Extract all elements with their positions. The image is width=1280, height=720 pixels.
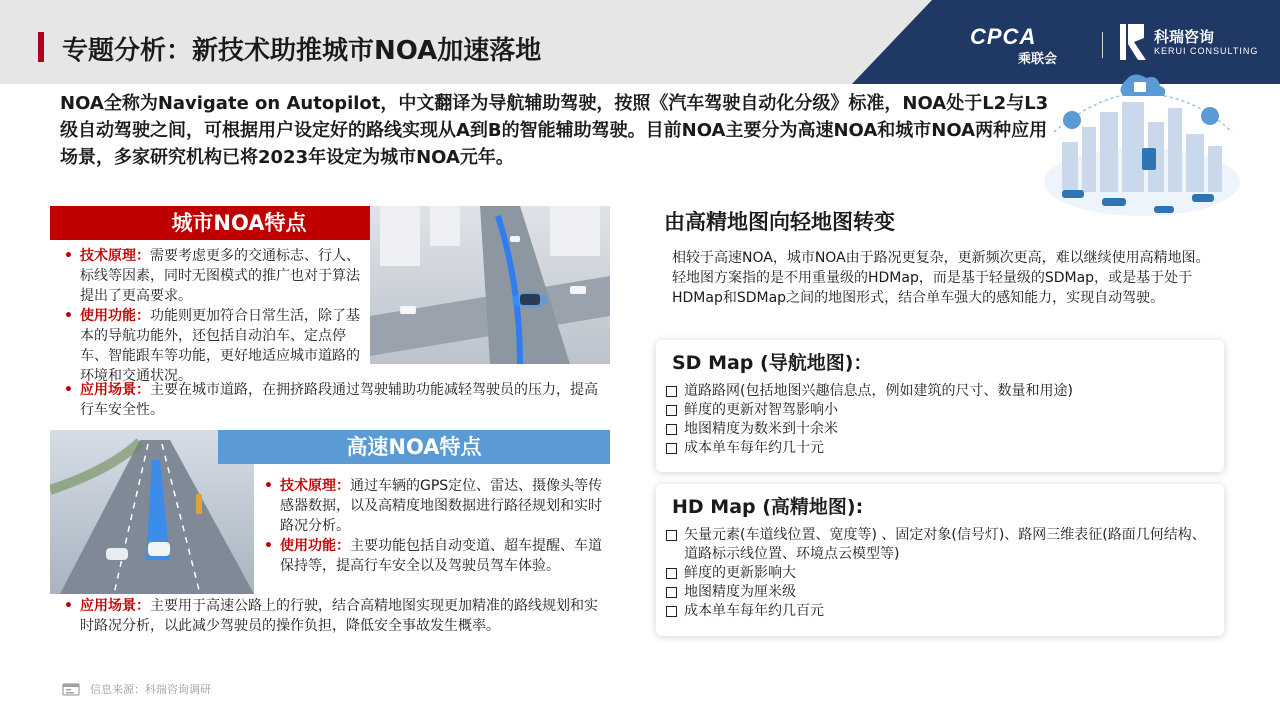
cpca-logo: CPCA bbox=[970, 24, 1037, 49]
title-accent-bar bbox=[38, 32, 44, 62]
list-item bbox=[666, 420, 1206, 439]
item-text: 通过车辆的GPS定位、雷达、摄像头等传感器数据，以及高精度地图数据进行路径规划和实时路况分析。 bbox=[280, 478, 603, 534]
list-item bbox=[58, 246, 370, 306]
hd-map-card bbox=[656, 484, 1224, 636]
cpca-logo-sub: 乘联会 bbox=[1018, 52, 1058, 67]
sd-map-card bbox=[656, 340, 1224, 472]
item-text: 主要在城市道路，在拥挤路段通过驾驶辅助功能减轻驾驶员的压力，提高行车安全性。 bbox=[80, 382, 598, 418]
list-item bbox=[258, 536, 610, 576]
item-label: 使用功能： bbox=[80, 308, 150, 324]
smart-city-illustration bbox=[1042, 72, 1242, 220]
map-transition-heading: 由高精地图向轻地图转变 bbox=[664, 210, 895, 234]
logos bbox=[966, 18, 1266, 68]
list-item bbox=[58, 596, 610, 636]
urban-road-image bbox=[370, 206, 610, 364]
list-item bbox=[258, 476, 610, 536]
item-text: 鲜度的更新对智驾影响小 bbox=[684, 402, 838, 418]
checkbox-icon bbox=[666, 443, 677, 454]
urban-noa-list-top bbox=[58, 246, 370, 386]
item-text: 地图精度为数米到十余米 bbox=[684, 421, 838, 437]
list-item bbox=[58, 380, 610, 420]
item-text: 需要考虑更多的交通标志、行人、标线等因素，同时无图模式的推广也对于算法提出了更高要求。 bbox=[80, 248, 360, 304]
page-title: 专题分析：新技术助推城市NOA加速落地 bbox=[62, 36, 542, 66]
list-item bbox=[666, 382, 1206, 401]
map-transition-description: 相较于高速NOA，城市NOA由于路况更复杂，更新频次更高，难以继续使用高精地图。轻地图方案指的是不用重量级的HDMap，而是基于轻量级的SDMap，或是基于处于HDMap和SDMap之间的地图形式，结合单车强大的感知能力，实现自动驾驶。 bbox=[672, 250, 1210, 306]
list-item bbox=[666, 583, 1206, 602]
item-label: 应用场景： bbox=[80, 382, 150, 398]
intro-paragraph: NOA全称为Navigate on Autopilot，中文翻译为导航辅助驾驶，按照《汽车驾驶自动化分级》标准，NOA处于L2与L3级自动驾驶之间，可根据用户设定好的路线实现从A到B的智能辅助驾驶。目前NOA主要分为高速NOA和城市NOA两种应用场景，多家研究机构已将2023年设定为城市NOA元年。 bbox=[60, 93, 1049, 168]
highway-noa-header: 高速NOA特点 bbox=[218, 430, 610, 464]
highway-noa-list-bottom bbox=[58, 596, 610, 636]
logo-separator bbox=[1102, 32, 1103, 58]
item-text: 地图精度为厘米级 bbox=[684, 584, 796, 600]
sd-map-title: SD Map (导航地图)： bbox=[672, 352, 873, 374]
kerui-logo-icon bbox=[1118, 22, 1148, 62]
item-text: 鲜度的更新影响大 bbox=[684, 565, 796, 581]
item-label: 应用场景： bbox=[80, 598, 150, 614]
item-text: 成本单车每年约几百元 bbox=[684, 603, 824, 619]
item-label: 使用功能： bbox=[280, 538, 350, 554]
item-label: 技术原理： bbox=[80, 248, 150, 264]
highway-noa-list-top bbox=[258, 476, 610, 576]
list-item bbox=[666, 602, 1206, 621]
checkbox-icon bbox=[666, 405, 677, 416]
source-icon bbox=[62, 682, 80, 696]
checkbox-icon bbox=[666, 568, 677, 579]
list-item bbox=[666, 439, 1206, 458]
kerui-logo-sub: KERUI CONSULTING bbox=[1154, 46, 1259, 56]
source-text: 信息来源：科瑞咨询调研 bbox=[90, 683, 211, 696]
checkbox-icon bbox=[666, 587, 677, 598]
checkbox-icon bbox=[666, 424, 677, 435]
checkbox-icon bbox=[666, 606, 677, 617]
list-item bbox=[58, 306, 370, 386]
urban-noa-header: 城市NOA特点 bbox=[50, 206, 428, 240]
item-text: 矢量元素(车道线位置、宽度等) 、固定对象(信号灯)、路网三维表征(路面几何结构、道路标示线位置、环境点云模型等) bbox=[684, 527, 1206, 562]
checkbox-icon bbox=[666, 386, 677, 397]
list-item bbox=[666, 401, 1206, 420]
hd-map-list bbox=[666, 526, 1206, 621]
item-text: 主要功能包括自动变道、超车提醒、车道保持等，提高行车安全以及驾驶员驾车体验。 bbox=[280, 538, 602, 574]
item-text: 功能则更加符合日常生活，除了基本的导航功能外，还包括自动泊车、定点停车、智能跟车等功能，更好地适应城市道路的环境和交通状况。 bbox=[80, 308, 360, 384]
item-text: 道路路网(包括地图兴趣信息点，例如建筑的尺寸、数量和用途) bbox=[684, 383, 1073, 399]
item-text: 主要用于高速公路上的行驶，结合高精地图实现更加精准的路线规划和实时路况分析，以此减少驾驶员的操作负担，降低安全事故发生概率。 bbox=[80, 598, 598, 634]
list-item bbox=[666, 564, 1206, 583]
item-label: 技术原理： bbox=[280, 478, 350, 494]
list-item bbox=[666, 526, 1206, 564]
hd-map-title: HD Map (高精地图): bbox=[672, 496, 864, 518]
item-text: 成本单车每年约几十元 bbox=[684, 440, 824, 456]
sd-map-list bbox=[666, 382, 1206, 458]
checkbox-icon bbox=[666, 530, 677, 541]
kerui-logo-text: 科瑞咨询 bbox=[1154, 28, 1215, 46]
urban-noa-list-bottom bbox=[58, 380, 610, 420]
